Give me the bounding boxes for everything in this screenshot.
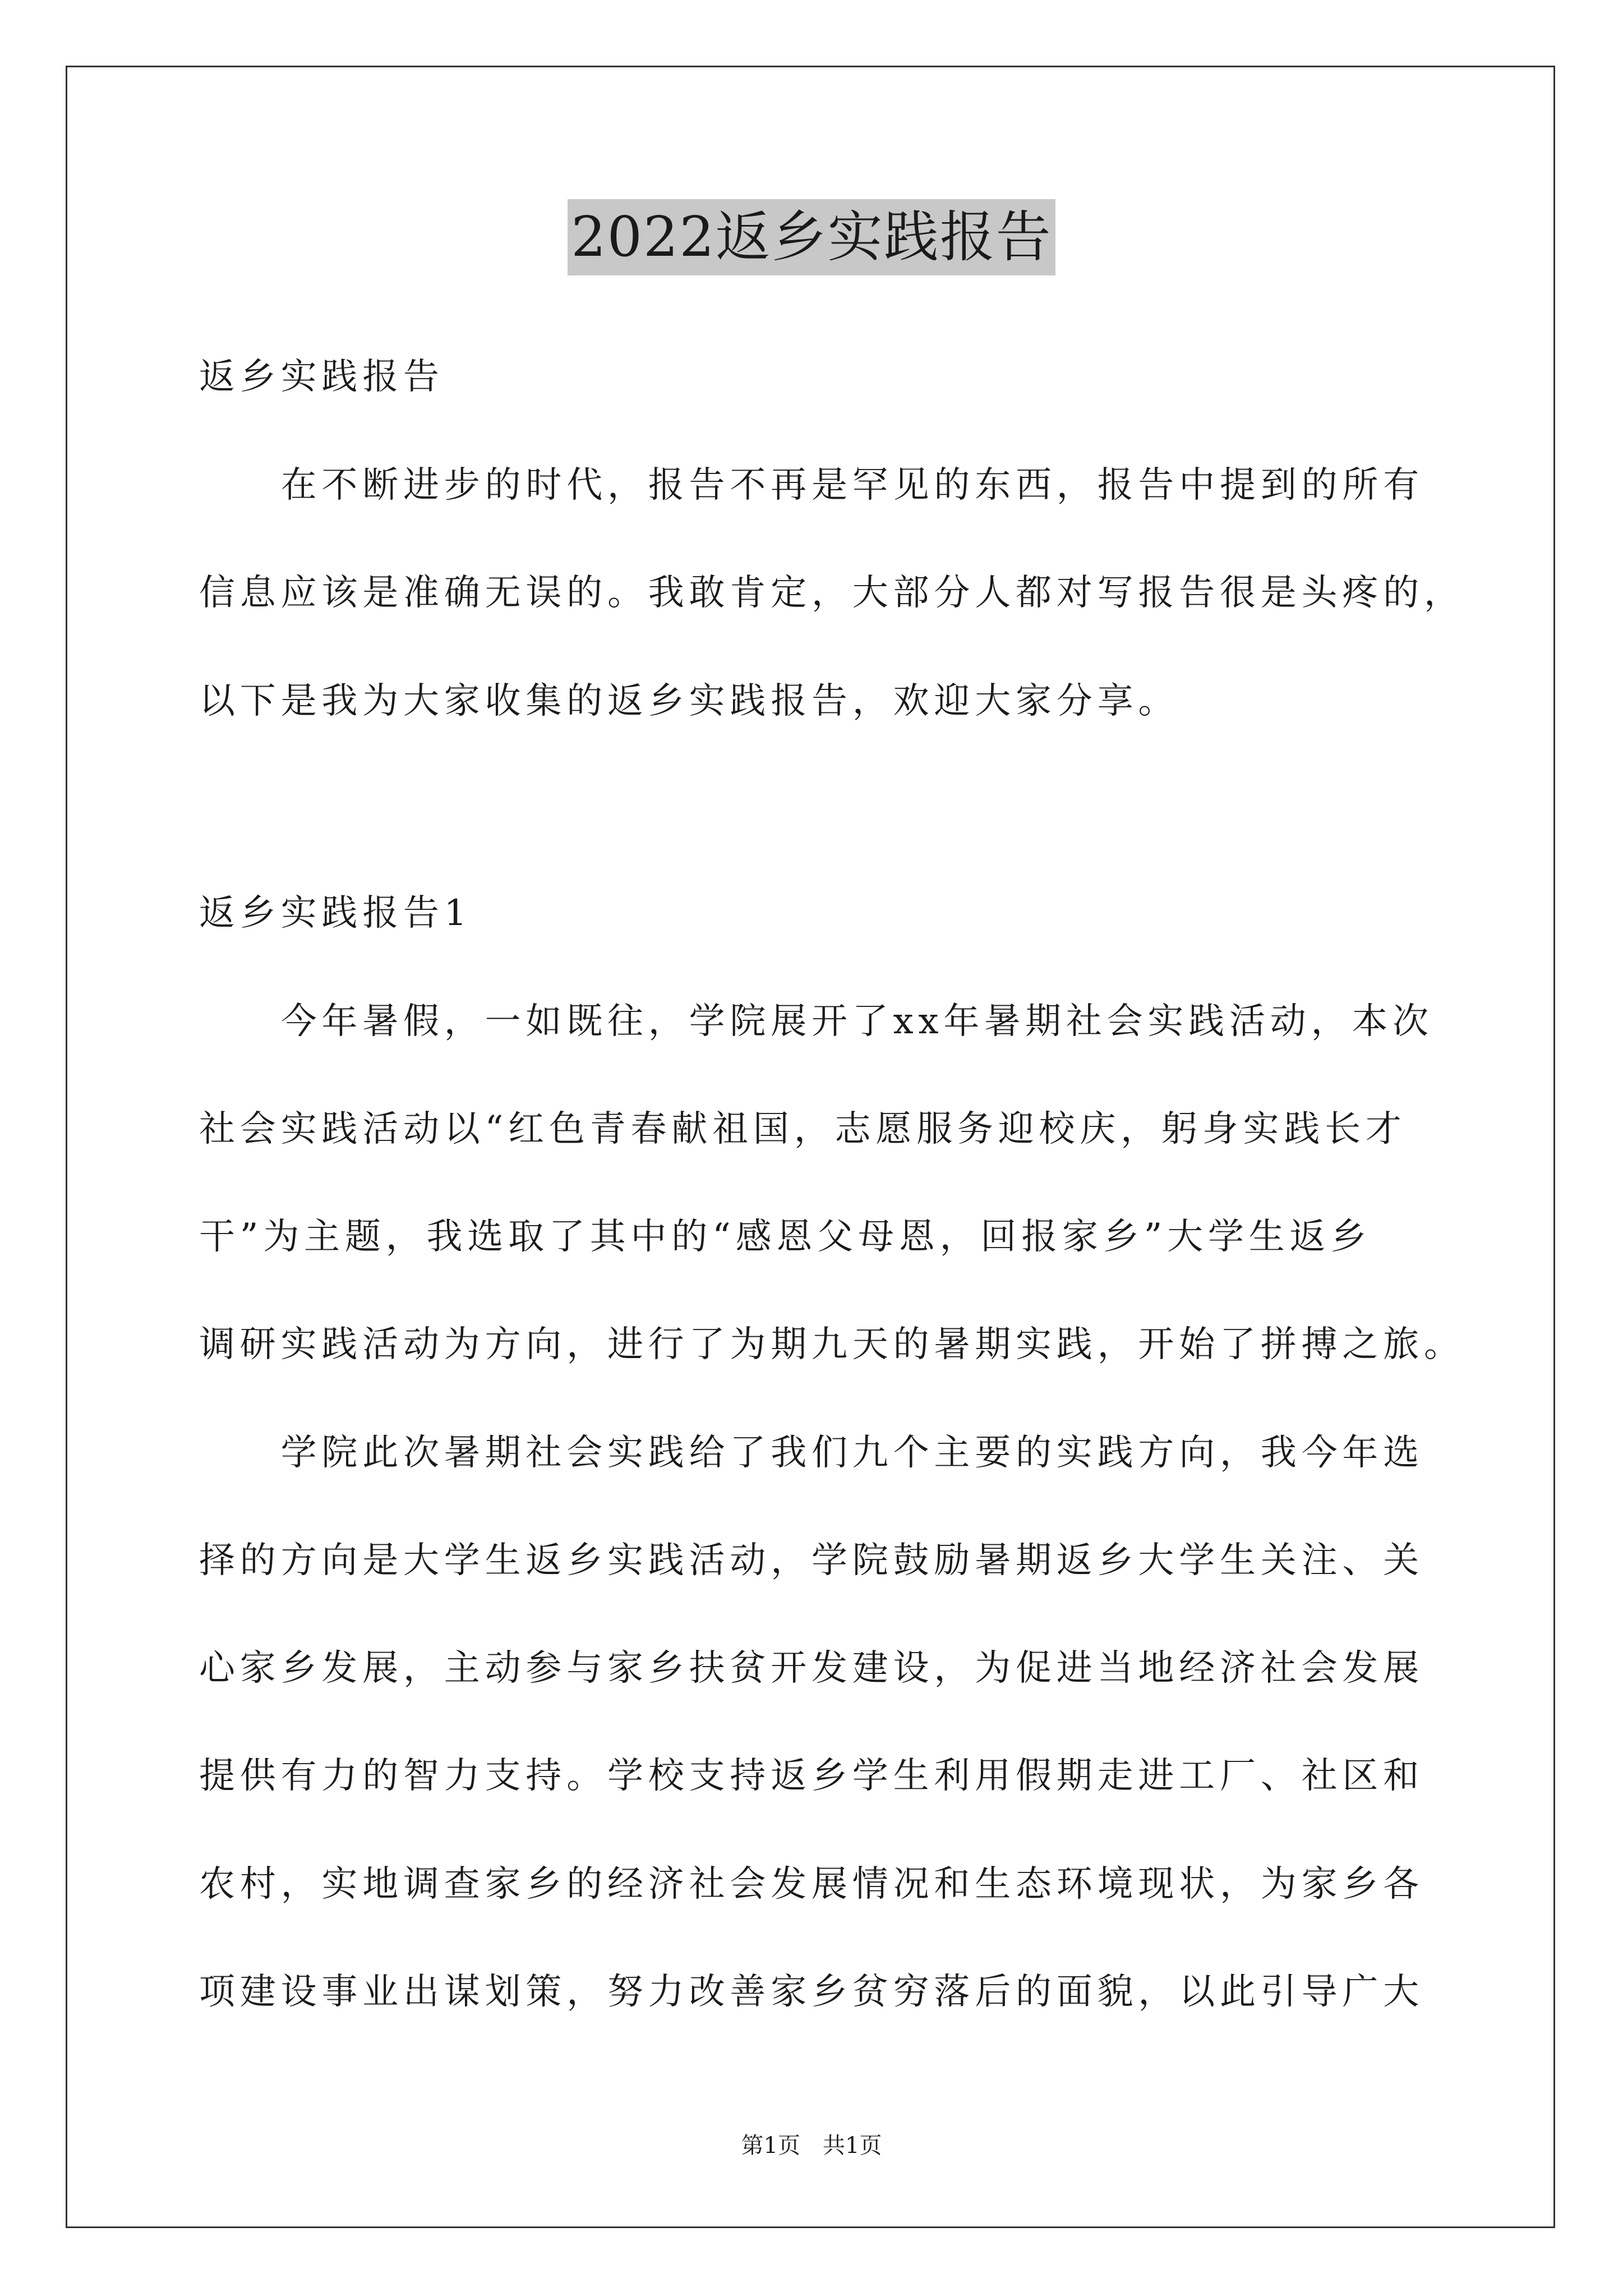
paragraph-line: 社会实践活动以“红色青春献祖国，志愿服务迎校庆，躬身实践长才 — [199, 1108, 1407, 1150]
title-container — [0, 199, 1623, 275]
paragraph-line: 心家乡发展，主动参与家乡扶贫开发建设，为促进当地经济社会发展 — [199, 1648, 1424, 1689]
section-heading: 返乡实践报告 — [199, 356, 444, 398]
paragraph-line: 择的方向是大学生返乡实践活动，学院鼓励暑期返乡大学生关注、关 — [199, 1540, 1424, 1581]
paragraph-line: 今年暑假，一如既往，学院展开了xx年暑期社会实践活动，本次 — [199, 1001, 1433, 1042]
paragraph-line: 项建设事业出谋划策，努力改善家乡贫穷落后的面貌，以此引导广大 — [199, 1971, 1424, 2013]
paragraph-line: 在不断进步的时代，报告不再是罕见的东西，报告中提到的所有 — [199, 464, 1424, 506]
page-footer: 第1页 共1页 — [741, 2133, 882, 2159]
paragraph-line: 信息应该是准确无误的。我敢肯定，大部分人都对写报告很是头疼的， — [199, 572, 1465, 614]
section-heading: 返乡实践报告1 — [199, 892, 472, 934]
paragraph-line: 学院此次暑期社会实践给了我们九个主要的实践方向，我今年选 — [199, 1432, 1424, 1474]
document-title: 2022返乡实践报告 — [568, 199, 1055, 275]
paragraph-line: 农村，实地调查家乡的经济社会发展情况和生态环境现状，为家乡各 — [199, 1864, 1424, 1905]
paragraph-line: 调研实践活动为方向，进行了为期九天的暑期实践，开始了拼搏之旅。 — [199, 1324, 1465, 1365]
paragraph-line: 提供有力的智力支持。学校支持返乡学生利用假期走进工厂、社区和 — [199, 1755, 1424, 1797]
paragraph-line: 干”为主题，我选取了其中的“感恩父母恩，回报家乡”大学生返乡 — [199, 1216, 1372, 1258]
paragraph-line: 以下是我为大家收集的返乡实践报告，欢迎大家分享。 — [199, 680, 1179, 722]
